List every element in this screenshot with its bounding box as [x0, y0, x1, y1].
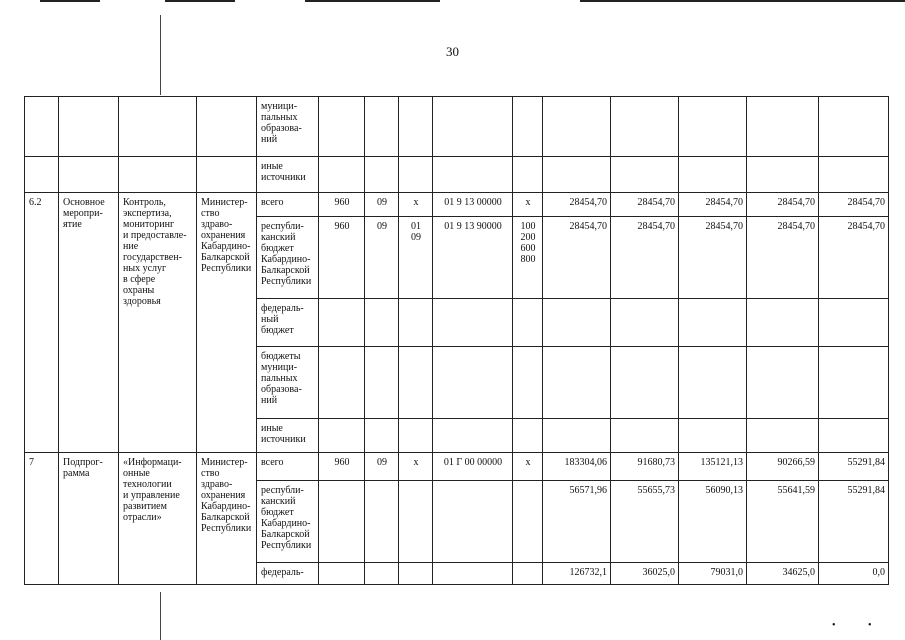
table-row — [25, 453, 889, 481]
cell-executor: Министер- ство здраво- охранения Кабардино- Балкарской Республики — [197, 453, 257, 585]
cell-value: 183304,06 — [543, 453, 611, 481]
cell-value — [611, 299, 679, 347]
cell-value — [819, 347, 889, 419]
cell-grbs: 960 — [319, 217, 365, 299]
cell-num: 7 — [25, 453, 59, 585]
cell-value — [679, 157, 747, 193]
table-row — [25, 193, 889, 217]
cell-csr — [433, 481, 513, 563]
cell-rz: 09 — [365, 453, 399, 481]
cell-value: 55655,73 — [611, 481, 679, 563]
cell-value — [819, 419, 889, 453]
cell-csr: 01 Г 00 00000 — [433, 453, 513, 481]
cell-csr: 01 9 13 90000 — [433, 217, 513, 299]
cell-executor — [197, 157, 257, 193]
scan-speck: • — [832, 620, 836, 631]
cell-value: 28454,70 — [679, 217, 747, 299]
cell-name — [59, 157, 119, 193]
cell-num — [25, 157, 59, 193]
cell-value — [747, 97, 819, 157]
cell-csr — [433, 563, 513, 585]
cell-rz: 09 — [365, 193, 399, 217]
cell-value: 91680,73 — [611, 453, 679, 481]
cell-value — [543, 157, 611, 193]
cell-vr: 100 200 600 800 — [513, 217, 543, 299]
cell-value: 55291,84 — [819, 453, 889, 481]
cell-value — [611, 419, 679, 453]
cell-source: иные источники — [257, 157, 319, 193]
cell-vr — [513, 419, 543, 453]
cell-value: 79031,0 — [679, 563, 747, 585]
cell-num: 6.2 — [25, 193, 59, 453]
cell-value: 28454,70 — [543, 193, 611, 217]
cell-content: Контроль, экспертиза, мониторинг и предоставле- ние государствен- ных услуг в сфере охраны здоровья — [119, 193, 197, 453]
cell-rz — [365, 563, 399, 585]
cell-vr: х — [513, 193, 543, 217]
cell-rz — [365, 419, 399, 453]
cell-name — [59, 97, 119, 157]
cell-pr: 01 09 — [399, 217, 433, 299]
cell-source: иные источники — [257, 419, 319, 453]
cell-value — [819, 157, 889, 193]
cell-value — [747, 299, 819, 347]
cell-value: 55641,59 — [747, 481, 819, 563]
cell-vr — [513, 481, 543, 563]
cell-pr — [399, 157, 433, 193]
cell-csr — [433, 157, 513, 193]
cell-csr — [433, 347, 513, 419]
cell-source: муници- пальных образова- ний — [257, 97, 319, 157]
cell-csr — [433, 419, 513, 453]
cell-grbs — [319, 347, 365, 419]
fold-line-bottom — [160, 592, 161, 640]
cell-grbs: 960 — [319, 193, 365, 217]
cell-source: республи- канский бюджет Кабардино- Балкарской Республики — [257, 481, 319, 563]
cell-value — [679, 419, 747, 453]
top-rule-2 — [165, 0, 235, 2]
cell-value — [611, 157, 679, 193]
cell-value — [679, 97, 747, 157]
cell-source: федераль- — [257, 563, 319, 585]
cell-value: 55291,84 — [819, 481, 889, 563]
cell-value: 56571,96 — [543, 481, 611, 563]
cell-value: 28454,70 — [747, 217, 819, 299]
top-rule-4 — [580, 0, 905, 2]
cell-value: 28454,70 — [543, 217, 611, 299]
cell-value: 28454,70 — [611, 193, 679, 217]
cell-pr — [399, 481, 433, 563]
cell-source: бюджеты муници- пальных образова- ний — [257, 347, 319, 419]
cell-value: 34625,0 — [747, 563, 819, 585]
cell-pr — [399, 419, 433, 453]
budget-table — [24, 96, 889, 585]
cell-executor — [197, 97, 257, 157]
cell-rz — [365, 97, 399, 157]
cell-content — [119, 157, 197, 193]
cell-pr — [399, 97, 433, 157]
cell-source: всего — [257, 193, 319, 217]
cell-value: 28454,70 — [611, 217, 679, 299]
cell-grbs — [319, 157, 365, 193]
cell-pr — [399, 299, 433, 347]
cell-value: 28454,70 — [819, 193, 889, 217]
cell-value — [819, 97, 889, 157]
cell-value: 56090,13 — [679, 481, 747, 563]
cell-rz: 09 — [365, 217, 399, 299]
cell-rz — [365, 481, 399, 563]
cell-pr: х — [399, 193, 433, 217]
cell-value — [611, 347, 679, 419]
cell-vr — [513, 347, 543, 419]
cell-value: 36025,0 — [611, 563, 679, 585]
cell-name: Основное меропри- ятие — [59, 193, 119, 453]
cell-source: федераль- ный бюджет — [257, 299, 319, 347]
cell-value: 28454,70 — [747, 193, 819, 217]
cell-source: всего — [257, 453, 319, 481]
cell-grbs — [319, 299, 365, 347]
top-rule-3 — [305, 0, 440, 2]
cell-csr — [433, 299, 513, 347]
cell-content: «Информаци- онные технологии и управление развитием отрасли» — [119, 453, 197, 585]
cell-value — [611, 97, 679, 157]
cell-value: 28454,70 — [679, 193, 747, 217]
cell-value: 28454,70 — [819, 217, 889, 299]
cell-value — [543, 97, 611, 157]
cell-pr — [399, 563, 433, 585]
cell-csr: 01 9 13 00000 — [433, 193, 513, 217]
cell-value — [679, 299, 747, 347]
cell-value: 0,0 — [819, 563, 889, 585]
top-rule-1 — [40, 0, 100, 2]
cell-grbs — [319, 481, 365, 563]
cell-vr — [513, 97, 543, 157]
cell-vr — [513, 157, 543, 193]
cell-value — [747, 419, 819, 453]
cell-value — [543, 347, 611, 419]
cell-pr: х — [399, 453, 433, 481]
cell-grbs — [319, 97, 365, 157]
table-row — [25, 97, 889, 157]
cell-pr — [399, 347, 433, 419]
cell-value: 90266,59 — [747, 453, 819, 481]
cell-value: 126732,1 — [543, 563, 611, 585]
cell-value: 135121,13 — [679, 453, 747, 481]
cell-value — [819, 299, 889, 347]
cell-value — [543, 419, 611, 453]
cell-rz — [365, 157, 399, 193]
cell-rz — [365, 299, 399, 347]
cell-rz — [365, 347, 399, 419]
scan-speck: • — [868, 620, 872, 631]
cell-grbs: 960 — [319, 453, 365, 481]
cell-content — [119, 97, 197, 157]
cell-source: республи- канский бюджет Кабардино- Балкарской Республики — [257, 217, 319, 299]
cell-grbs — [319, 563, 365, 585]
cell-value — [747, 157, 819, 193]
cell-executor: Министер- ство здраво- охранения Кабардино- Балкарской Республики — [197, 193, 257, 453]
cell-name: Подпрог- рамма — [59, 453, 119, 585]
cell-value — [679, 347, 747, 419]
table-row — [25, 157, 889, 193]
cell-vr — [513, 563, 543, 585]
cell-csr — [433, 97, 513, 157]
cell-vr: х — [513, 453, 543, 481]
cell-vr — [513, 299, 543, 347]
cell-grbs — [319, 419, 365, 453]
cell-value — [747, 347, 819, 419]
page-number: 30 — [446, 44, 459, 59]
cell-value — [543, 299, 611, 347]
cell-num — [25, 97, 59, 157]
